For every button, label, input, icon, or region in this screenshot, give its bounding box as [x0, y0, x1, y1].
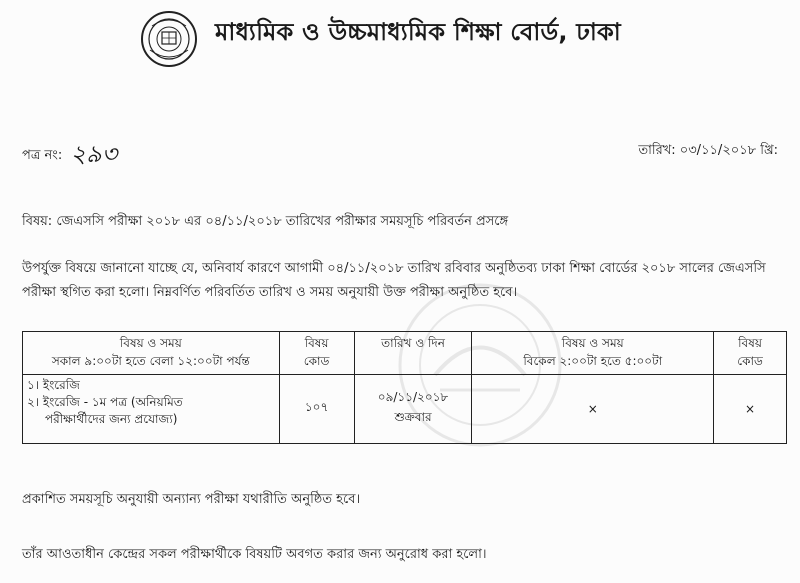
schedule-table	[22, 331, 787, 444]
notice-line-1: প্রকাশিত সময়সূচি অনুযায়ী অন্যান্য পরীক্ষা যথারীতি অনুষ্ঠিত হবে।	[22, 492, 361, 507]
exam-day: শুক্রবার	[394, 410, 432, 424]
header-subject-code-2	[714, 332, 787, 375]
header-code-line1: বিষয়	[304, 336, 329, 350]
subject-item-1: ১। ইংরেজি	[27, 378, 80, 392]
header-code-line2: কোড	[303, 354, 330, 368]
afternoon-code-cell: ×	[714, 375, 787, 444]
subject-code-cell: ১০৭	[279, 375, 354, 444]
header-afternoon-subject-time	[472, 332, 714, 375]
header-morning-line1: বিষয় ও সময়	[119, 336, 182, 350]
header-morning-line2: সকাল ৯:০০টা হতে বেলা ১২:০০টা পর্যন্ত	[51, 354, 250, 368]
header-afternoon-line2: বিকেল ২:০০টা হতে ৫:০০টা	[523, 354, 663, 368]
subject-text: জেএসসি পরীক্ষা ২০১৮ এর ০৪/১১/২০১৮ তারিখের পরীক্ষার সময়সূচি পরিবর্তন প্রসঙ্গে	[56, 214, 509, 229]
date-day-cell	[354, 375, 472, 444]
memo-label: পত্র নং:	[22, 148, 63, 163]
body-paragraph: উপর্যুক্ত বিষয়ে জানানো যাচ্ছে যে, অনিবার্য কারণে আগামী ০৪/১১/২০১৮ তারিখ রবিবার অনুষ্ঠিতব্য ঢাকা শিক্ষা বোর্ডের ২০১৮ সালের জেএসসি পরীক্ষা স্থগিত করা হলো। নিম্নবর্ণিত পরিবর্তিত তারিখ ও সময় অনুযায়ী উক্ত পরীক্ষা অনুষ্ঠিত হবে।	[22, 261, 766, 300]
afternoon-subject-cell: ×	[472, 375, 714, 444]
subject-item-2-continued: পরীক্ষার্থীদের জন্য প্রযোজ্য)	[45, 412, 178, 426]
notice-line-2: তাঁর আওতাধীন কেন্দ্রের সকল পরীক্ষার্থীকে বিষয়টি অবগত করার জন্য অনুরোধ করা হলো।	[22, 547, 487, 562]
header-subject-code	[279, 332, 354, 375]
board-title: মাধ্যমিক ও উচ্চমাধ্যমিক শিক্ষা বোর্ড, ঢাকা	[215, 18, 621, 46]
header-date-day-label: তারিখ ও দিন	[381, 336, 445, 350]
morning-subjects-cell	[23, 375, 280, 444]
header-morning-subject-time	[23, 332, 280, 375]
header-afternoon-line1: বিষয় ও সময়	[561, 336, 624, 350]
exam-date: ০৯/১১/২০১৮	[377, 390, 449, 404]
table-header-row	[23, 332, 787, 375]
header-code2-line1: বিষয়	[738, 336, 762, 350]
board-seal-icon	[140, 10, 198, 68]
memo-number-line	[22, 136, 117, 176]
table-row	[23, 375, 787, 444]
subject-line	[22, 212, 508, 233]
header-code2-line2: কোড	[737, 354, 763, 368]
subject-item-2: ২। ইংরেজি - ১ম পত্র (অনিয়মিত	[27, 395, 183, 409]
date-line	[638, 141, 778, 162]
date-value: ০৩/১১/২০১৮ খ্রি:	[679, 143, 778, 158]
header-date-day	[354, 332, 472, 375]
date-label: তারিখ:	[638, 143, 676, 158]
memo-number: ২৯৩	[70, 140, 118, 168]
subject-label: বিষয়:	[22, 214, 53, 229]
